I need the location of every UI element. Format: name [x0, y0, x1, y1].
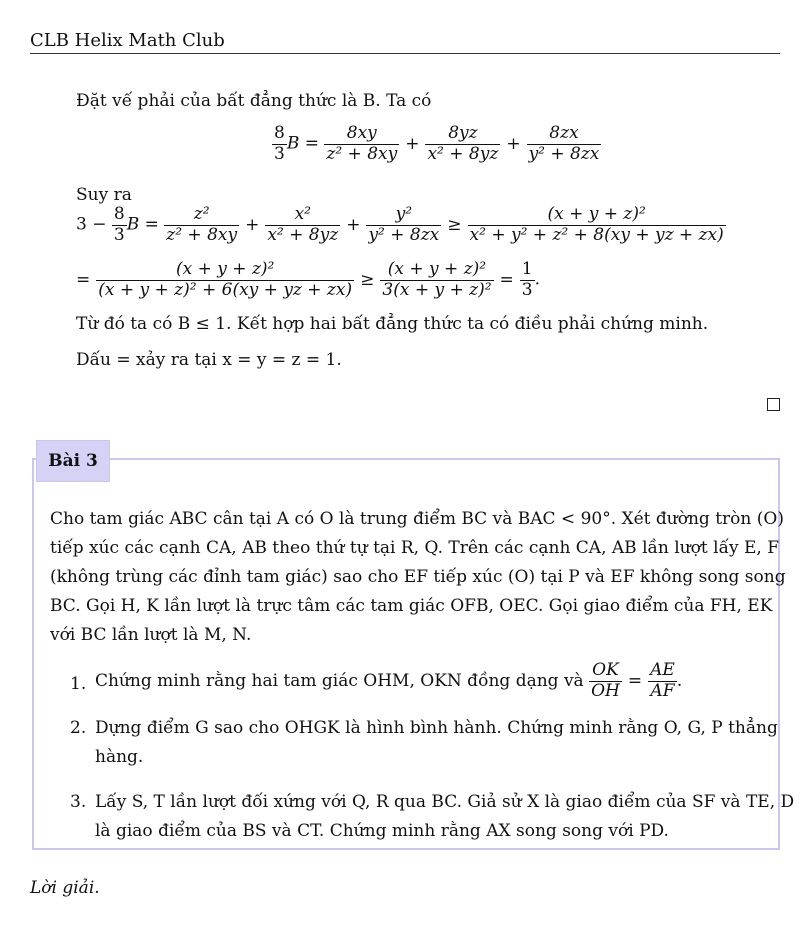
eq3-f2-num: (x + y + z)² [380, 260, 493, 281]
item-1-f2-den: AF [650, 680, 675, 701]
eq2-b-den: x² + 8yz [267, 224, 339, 245]
eq2-c-den: 3 [113, 224, 125, 245]
eq1-lhs-var: B = [286, 133, 319, 154]
eq2-lead: 3 − [76, 214, 107, 235]
eq2-a-num: z² [164, 205, 239, 226]
problem-line-2: tiếp xúc các cạnh CA, AB theo thứ tự tại R, Q. Trên các cạnh CA, AB lần lượt lấy E, F [50, 538, 780, 558]
eq2-r-den: x² + y² + z² + 8(xy + yz + zx) [469, 224, 724, 245]
item-2-number: 2. [70, 718, 87, 738]
item-1-text: Chứng minh rằng hai tam giác OHM, OKN đồng dạng và [95, 671, 584, 692]
item-1-number: 1. [70, 674, 87, 694]
suy-ra-text: Suy ra [76, 185, 132, 205]
eq3-f3-num: 1 [521, 259, 533, 279]
item-1-f1-num: OK [589, 661, 622, 682]
eq2-d-num: y² [366, 205, 441, 226]
eq2-a-den: z² + 8xy [166, 224, 238, 245]
proof-conclusion: Từ đó ta có B ≤ 1. Kết hợp hai bất đẳng thức ta có điều phải chứng minh. [76, 314, 709, 334]
item-3-line-1: Lấy S, T lần lượt đối xứng với Q, R qua BC. Giả sử X là giao điểm của SF và TE, D [95, 792, 795, 812]
eq3-f3-den: 3 [521, 279, 533, 300]
item-3-number: 3. [70, 792, 87, 812]
problem-line-4: BC. Gọi H, K lần lượt là trực tâm các tam giác OFB, OEC. Gọi giao điểm của FH, EK [50, 596, 773, 616]
eq2-b-num: x² [265, 205, 340, 226]
eq1-t1-den: z² + 8xy [326, 143, 398, 164]
eq1-t3-num: 8zx [527, 124, 602, 145]
eq2-c-var: B = [126, 214, 159, 235]
eq3-f1-den: (x + y + z)² + 6(xy + yz + zx) [98, 279, 353, 300]
equation-1: $\frac{8}{3}$ B = $\frac{8xy}{\text{z² + 8xy}}$ + $\frac{8yz}{\text{x² + 8yz}}$ + $\frac{8zx}{\text{y² + 8zx}}$ [274, 123, 600, 164]
eq3-f2-den: 3(x + y + z)² [382, 279, 492, 300]
eq1-lhs-num: 8 [274, 123, 285, 143]
qed-box-icon [767, 398, 780, 411]
eq2-r-num: (x + y + z)² [468, 205, 726, 226]
problem-label: Bài 3 [36, 440, 110, 482]
problem-line-1: Cho tam giác ABC cân tại A có O là trung điểm BC và BAC < 90°. Xét đường tròn (O) [50, 509, 784, 529]
equation-3: = $\frac{\text{(x + y + z)²}}{\text{(x + y + z)² + 6(xy + yz + zx)}}$ ≥ $\frac{\text{(x + y + z)²}}{\text{3(x + y + z)²}}$ = $\frac{1}{3}$ . [76, 259, 541, 300]
eq1-t2-num: 8yz [425, 124, 500, 145]
eq2-d-den: y² + 8zx [368, 224, 440, 245]
item-3-line-2: là giao điểm của BS và CT. Chứng minh rằng AX song song với PD. [95, 821, 669, 841]
item-1: Chứng minh rằng hai tam giác OHM, OKN đồng dạng và $\frac{OK}{OH}$ = $\frac{AE}{AF}$ . [95, 660, 683, 701]
problem-line-3: (không trùng các đỉnh tam giác) sao cho EF tiếp xúc (O) tại P và EF không song song [50, 567, 786, 587]
item-2-line-1: Dựng điểm G sao cho OHGK là hình bình hành. Chứng minh rằng O, G, P thẳng [95, 718, 778, 738]
item-1-f2-num: AE [650, 660, 675, 680]
header-title: CLB Helix Math Club [30, 30, 225, 51]
item-2-line-2: hàng. [95, 747, 144, 767]
eq2-c-num: 8 [113, 204, 125, 224]
proof-intro: Đặt vế phải của bất đẳng thức là B. Ta có [76, 91, 432, 111]
eq3-f1-num: (x + y + z)² [96, 260, 354, 281]
equation-2: 3 − $\frac{8}{3}$ B = $\frac{\text{z²}}{\text{z² + 8xy}}$ + $\frac{\text{x²}}{\text{x² + 8yz}}$ + $\frac{\text{y²}}{\text{y² + 8zx}}$ ≥ $\frac{\text{(x + y + z)²}}{\text{x² + y² + z² + 8(xy + yz + zx)}}$ [76, 204, 724, 245]
eq1-lhs-den: 3 [274, 143, 285, 164]
header-rule [30, 53, 780, 54]
proof-equality: Dấu = xảy ra tại x = y = z = 1. [76, 350, 342, 370]
eq1-t3-den: y² + 8zx [528, 143, 600, 164]
eq1-t1-num: 8xy [324, 124, 399, 145]
problem-line-5: với BC lần lượt là M, N. [50, 625, 252, 645]
eq1-t2-den: x² + 8yz [427, 143, 499, 164]
item-1-f1-den: OH [591, 680, 620, 701]
solution-label: Lời giải. [30, 878, 100, 898]
